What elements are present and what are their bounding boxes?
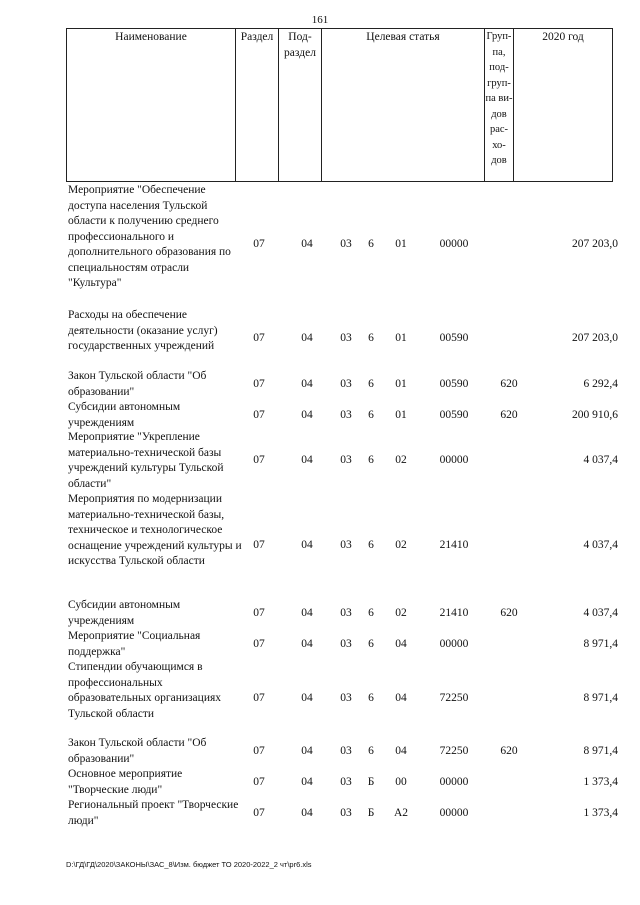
row-cel-3: 00 xyxy=(395,776,407,788)
row-podrazdel: 04 xyxy=(301,607,313,619)
row-razdel: 07 xyxy=(253,807,265,819)
row-podrazdel: 04 xyxy=(301,745,313,757)
row-cel-4: 00590 xyxy=(439,409,469,421)
row-podrazdel: 04 xyxy=(301,332,313,344)
row-cel-2: 6 xyxy=(368,454,374,466)
row-cel-3: 02 xyxy=(395,539,407,551)
row-podrazdel: 04 xyxy=(301,807,313,819)
row-cel-2: 6 xyxy=(368,638,374,650)
row-razdel: 07 xyxy=(253,638,265,650)
row-cel-4: 00000 xyxy=(439,638,469,650)
row-cel-1: 03 xyxy=(340,238,352,250)
row-cel-2: 6 xyxy=(368,745,374,757)
row-razdel: 07 xyxy=(253,454,265,466)
row-podrazdel: 04 xyxy=(301,692,313,704)
file-path-footer: D:\ГД\ГД\2020\ЗАКОНЫ\ЗАС_8\Изм. бюджет ТО 2020-2022_2 чт\pr6.xls xyxy=(66,860,312,869)
page-number: 161 xyxy=(311,14,329,26)
row-razdel: 07 xyxy=(253,238,265,250)
row-cel-1: 03 xyxy=(340,692,352,704)
row-cel-2: 6 xyxy=(368,607,374,619)
header-name: Наименование xyxy=(67,29,236,182)
row-cel-3: 01 xyxy=(395,378,407,390)
row-cel-2: Б xyxy=(367,776,375,788)
row-name: Основное мероприятие "Творческие люди" xyxy=(68,768,183,796)
row-razdel: 07 xyxy=(253,539,265,551)
row-gruppa: 620 xyxy=(500,607,518,619)
row-razdel: 07 xyxy=(253,332,265,344)
row-cel-1: 03 xyxy=(340,409,352,421)
header-year: 2020 год xyxy=(514,29,613,182)
row-podrazdel: 04 xyxy=(301,638,313,650)
row-cel-4: 21410 xyxy=(439,607,469,619)
row-razdel: 07 xyxy=(253,409,265,421)
row-cel-2: 6 xyxy=(368,378,374,390)
row-amount: 8 971,4 xyxy=(583,638,618,650)
row-cel-3: 01 xyxy=(395,332,407,344)
row-cel-1: 03 xyxy=(340,539,352,551)
row-cel-3: А2 xyxy=(393,807,409,819)
row-name: Мероприятие "Укрепление материально-технической базы учреждений культуры Тульской области" xyxy=(68,431,224,490)
row-name: Стипендии обучающимся в профессиональных образовательных организациях Тульской области xyxy=(68,661,222,720)
row-razdel: 07 xyxy=(253,745,265,757)
row-name: Расходы на обеспечение деятельности (оказание услуг) государственных учреждений xyxy=(68,309,218,352)
row-amount: 1 373,4 xyxy=(583,807,618,819)
row-cel-4: 21410 xyxy=(439,539,469,551)
header-celevaya: Целевая статья xyxy=(322,29,485,182)
row-name: Закон Тульской области "Об образовании" xyxy=(68,370,207,398)
row-podrazdel: 04 xyxy=(301,238,313,250)
row-cel-3: 02 xyxy=(395,607,407,619)
row-cel-3: 04 xyxy=(395,638,407,650)
header-razdel: Раздел xyxy=(236,29,279,182)
row-cel-2: 6 xyxy=(368,409,374,421)
row-razdel: 07 xyxy=(253,692,265,704)
row-amount: 207 203,0 xyxy=(572,238,618,250)
header-podrazdel: Под- раздел xyxy=(279,29,322,182)
row-amount: 4 037,4 xyxy=(583,607,618,619)
row-name: Закон Тульской области "Об образовании" xyxy=(68,737,207,765)
row-podrazdel: 04 xyxy=(301,409,313,421)
row-cel-4: 00000 xyxy=(439,776,469,788)
row-amount: 8 971,4 xyxy=(583,745,618,757)
row-cel-1: 03 xyxy=(340,454,352,466)
row-amount: 4 037,4 xyxy=(583,539,618,551)
row-cel-4: 00000 xyxy=(439,238,469,250)
row-cel-3: 01 xyxy=(395,409,407,421)
row-gruppa: 620 xyxy=(500,378,518,390)
row-name: Мероприятие "Обеспечение доступа населения Тульской области к получению среднего профессионального и дополнительного образования по специальностям отрасли "Культура" xyxy=(68,184,231,289)
row-cel-4: 00590 xyxy=(439,332,469,344)
row-amount: 207 203,0 xyxy=(572,332,618,344)
row-cel-1: 03 xyxy=(340,332,352,344)
row-cel-3: 04 xyxy=(395,745,407,757)
row-amount: 6 292,4 xyxy=(583,378,618,390)
row-name: Субсидии автономным учреждениям xyxy=(68,401,181,429)
row-cel-4: 72250 xyxy=(439,745,469,757)
row-gruppa: 620 xyxy=(500,409,518,421)
row-cel-4: 00590 xyxy=(439,378,469,390)
row-cel-4: 00000 xyxy=(439,454,469,466)
row-cel-4: 72250 xyxy=(439,692,469,704)
row-cel-2: 6 xyxy=(368,539,374,551)
header-gruppa: Груп- па, под- груп- па ви- дов рас- хо- дов xyxy=(485,29,514,182)
row-gruppa: 620 xyxy=(500,745,518,757)
row-amount: 4 037,4 xyxy=(583,454,618,466)
row-razdel: 07 xyxy=(253,607,265,619)
row-cel-3: 02 xyxy=(395,454,407,466)
row-cel-2: 6 xyxy=(368,332,374,344)
row-podrazdel: 04 xyxy=(301,454,313,466)
row-razdel: 07 xyxy=(253,378,265,390)
row-cel-4: 00000 xyxy=(439,807,469,819)
row-name: Мероприятие "Социальная поддержка" xyxy=(68,630,201,658)
row-cel-3: 04 xyxy=(395,692,407,704)
row-cel-2: Б xyxy=(367,807,375,819)
row-podrazdel: 04 xyxy=(301,776,313,788)
row-podrazdel: 04 xyxy=(301,378,313,390)
row-cel-1: 03 xyxy=(340,638,352,650)
row-amount: 8 971,4 xyxy=(583,692,618,704)
row-podrazdel: 04 xyxy=(301,539,313,551)
row-cel-1: 03 xyxy=(340,807,352,819)
row-cel-1: 03 xyxy=(340,378,352,390)
row-amount: 1 373,4 xyxy=(583,776,618,788)
row-razdel: 07 xyxy=(253,776,265,788)
row-cel-2: 6 xyxy=(368,238,374,250)
row-cel-2: 6 xyxy=(368,692,374,704)
row-name: Мероприятия по модернизации материально-технической базы, техническое и технологическое оснащение учреждений культуры и искусства Тульской области xyxy=(68,493,242,567)
row-cel-1: 03 xyxy=(340,776,352,788)
row-name: Субсидии автономным учреждениям xyxy=(68,599,181,627)
row-amount: 200 910,6 xyxy=(572,409,618,421)
row-name: Региональный проект "Творческие люди" xyxy=(68,799,239,827)
row-cel-1: 03 xyxy=(340,607,352,619)
row-cel-3: 01 xyxy=(395,238,407,250)
row-cel-1: 03 xyxy=(340,745,352,757)
